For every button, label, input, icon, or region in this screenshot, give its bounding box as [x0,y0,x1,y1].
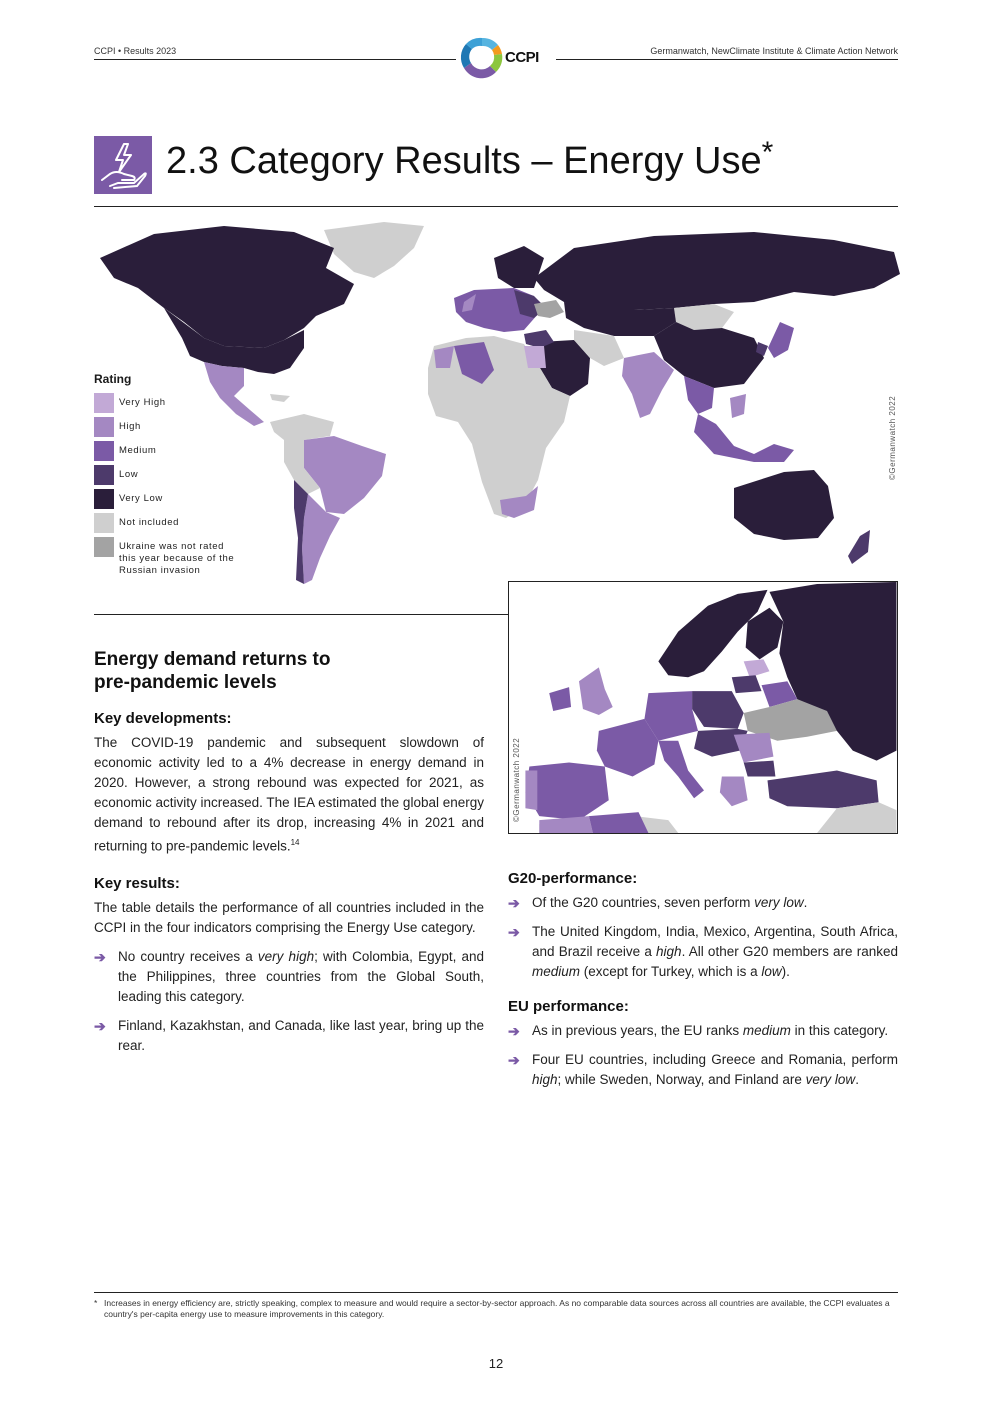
list-item: ➔ The United Kingdom, India, Mexico, Argentina, South Africa, and Brazil receive a high. All other G20 members are ranked medium (except for Turkey, which is a low). [508,924,898,979]
footnote-ref: 14 [290,838,300,847]
legend-item-ukraine [94,537,239,577]
legend-item-medium [94,441,239,465]
arrow-right-icon: ➔ [94,1017,106,1034]
page-title: 2.3 Category Results – Energy Use* [166,136,774,182]
title-asterisk: * [761,136,774,169]
legend-item-not-included [94,513,239,537]
header-divider-left [94,59,456,60]
left-column [94,648,484,1065]
map-legend [94,372,239,577]
legend-item-very-low [94,489,239,513]
running-header-right: Germanwatch, NewClimate Institute & Climate Action Network [650,46,898,56]
map-credit-europe: ©Germanwatch 2022 [512,737,521,822]
g20-heading: G20-performance: [508,870,638,887]
eu-list [508,1021,898,1090]
list-item: ➔ As in previous years, the EU ranks medium in this category. [508,1023,889,1039]
legend-swatch [94,489,114,509]
legend-label: Not included [119,517,180,528]
energy-hand-icon [94,136,152,194]
arrow-right-icon: ➔ [508,1052,520,1068]
key-results-heading: Key results: [94,874,180,892]
arrow-right-icon: ➔ [508,895,520,911]
legend-swatch [94,465,114,485]
legend-swatch [94,441,114,461]
footnote-divider [94,1292,898,1293]
legend-label: Medium [119,445,157,456]
legend-swatch [94,393,114,413]
g20-list [508,893,898,982]
key-developments-text: The COVID-19 pandemic and subsequent slowdown of economic activity led to a 4% decrease in energy demand in 2020. However, a strong rebound was expected for 2021, as economic activity increased. The IEA estimated the global energy demand to rebound after its drop, increasing 4% in 2021 and returning to pre-pandemic levels.$^{14}$ [94,735,484,854]
right-column [508,870,898,1099]
header-divider-right [556,59,898,60]
footnote [94,1298,898,1320]
key-results-text: The table details the performance of all countries included in the CCPI in the four indicators comprising the Energy Use category. [94,899,484,935]
section-heading: Energy demand returns to pre-pandemic levels [94,649,331,693]
legend-swatch [94,417,114,437]
legend-swatch [94,537,114,557]
legend-item-high [94,417,239,441]
legend-item-very-high [94,393,239,417]
logo-wordmark: CCPI [505,49,539,66]
eu-heading: EU performance: [508,998,629,1015]
list-item: ➔ No country receives a very high; with Colombia, Egypt, and the Philippines, three countries from the Global South, leading this category. [94,948,485,1004]
legend-label: Low [119,469,139,480]
key-developments-heading: Key developments: [94,710,232,727]
footnote-text: Increases in energy efficiency are, strictly speaking, complex to measure and would require a sector-by-sector approach. As no comparable data sources across all countries are available, the CCPI evaluates a country's per-capita energy use to measure improvements in this category. [104,1298,890,1319]
title-divider [94,206,898,207]
legend-item-low [94,465,239,489]
legend-label: Very Low [119,493,163,504]
running-header-left: CCPI • Results 2023 [94,46,177,56]
key-results-list [94,947,484,1056]
legend-label: Ukraine was not rated this year because of the Russian invasion [119,541,235,576]
arrow-right-icon: ➔ [508,924,520,940]
legend-swatch [94,513,114,533]
europe-map [508,581,898,834]
list-item: ➔ Of the G20 countries, seven perform very low. [508,895,808,911]
legend-label: High [119,421,141,432]
list-item: ➔ Four EU countries, including Greece and Romania, perform high; while Sweden, Norway, and Finland are very low. [508,1052,898,1087]
section-divider [94,614,508,615]
arrow-right-icon: ➔ [508,1023,520,1039]
legend-label: Very High [119,397,166,408]
page-number: 12 [488,1356,504,1371]
map-credit-world: ©Germanwatch 2022 [888,395,897,480]
footnote-marker: * [94,1298,98,1308]
list-item: ➔ Finland, Kazakhstan, and Canada, like last year, bring up the rear. [94,1017,484,1053]
arrow-right-icon: ➔ [94,948,106,965]
legend-title: Rating [94,372,132,386]
